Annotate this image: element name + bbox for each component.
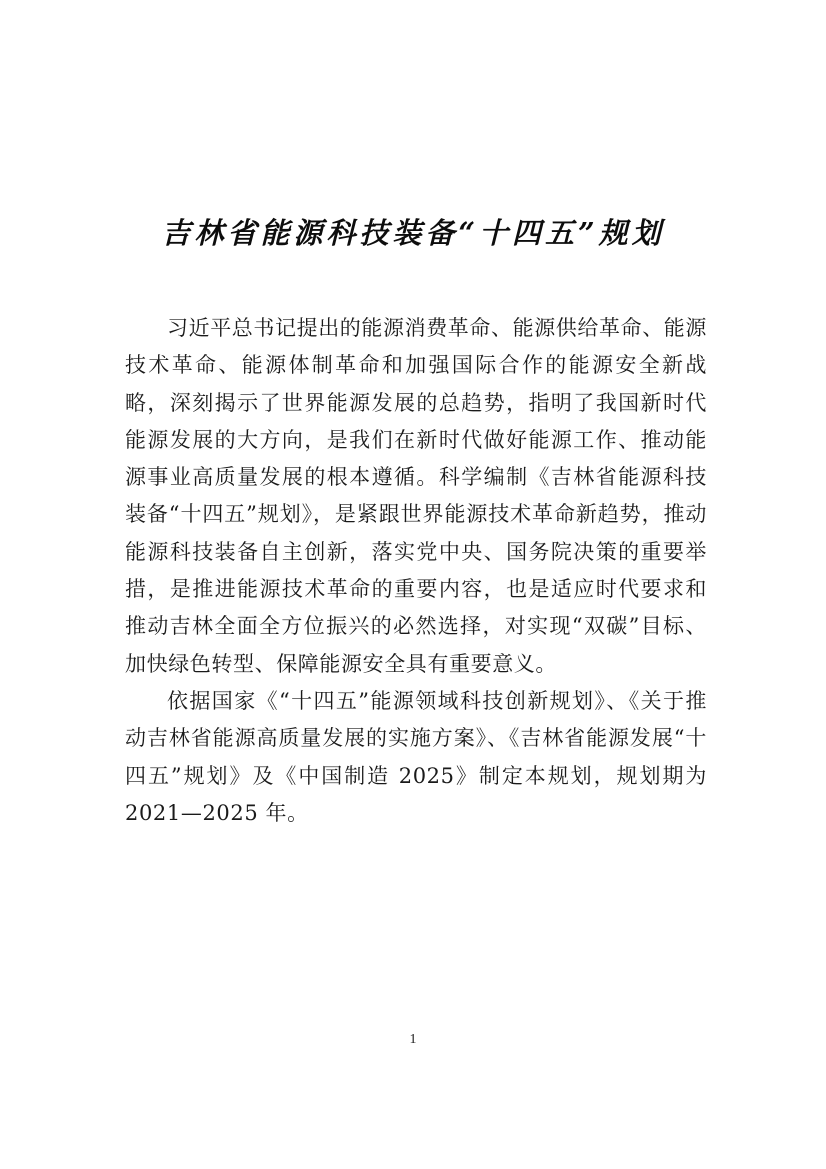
document-title: 吉林省能源科技装备“十四五”规划 [161,216,665,251]
body-paragraph-intro: 习近平总书记提出的能源消费革命、能源供给革命、能源技术革命、能源体制革命和加强国际合作的能源安全新战略，深刻揭示了世界能源发展的总趋势，指明了我国新时代能源发展的大方向，是我们在新时代做好能源工作、推动能源事业高质量发展的根本遵循。科学编制《吉林省能源科技装备“十四五”规划》，是紧跟世界能源技术革命新趋势，推动能源科技装备自主创新，落实党中央、国务院决策的重要举措，是推进能源技术革命的重要内容，也是适应时代要求和推动吉林全面全方位振兴的必然选择，对实现“双碳”目标、加快绿色转型、保障能源安全具有重要意义。 [125,316,707,676]
body-paragraph-basis: 依据国家《“十四五”能源领域科技创新规划》、《关于推动吉林省能源高质量发展的实施方案》、《吉林省能源发展“十四五”规划》及《中国制造 2025》制定本规划，规划期为 2021—2025 年。 [125,688,707,825]
document-body [125,310,707,832]
page-number: 1 [409,1032,417,1047]
